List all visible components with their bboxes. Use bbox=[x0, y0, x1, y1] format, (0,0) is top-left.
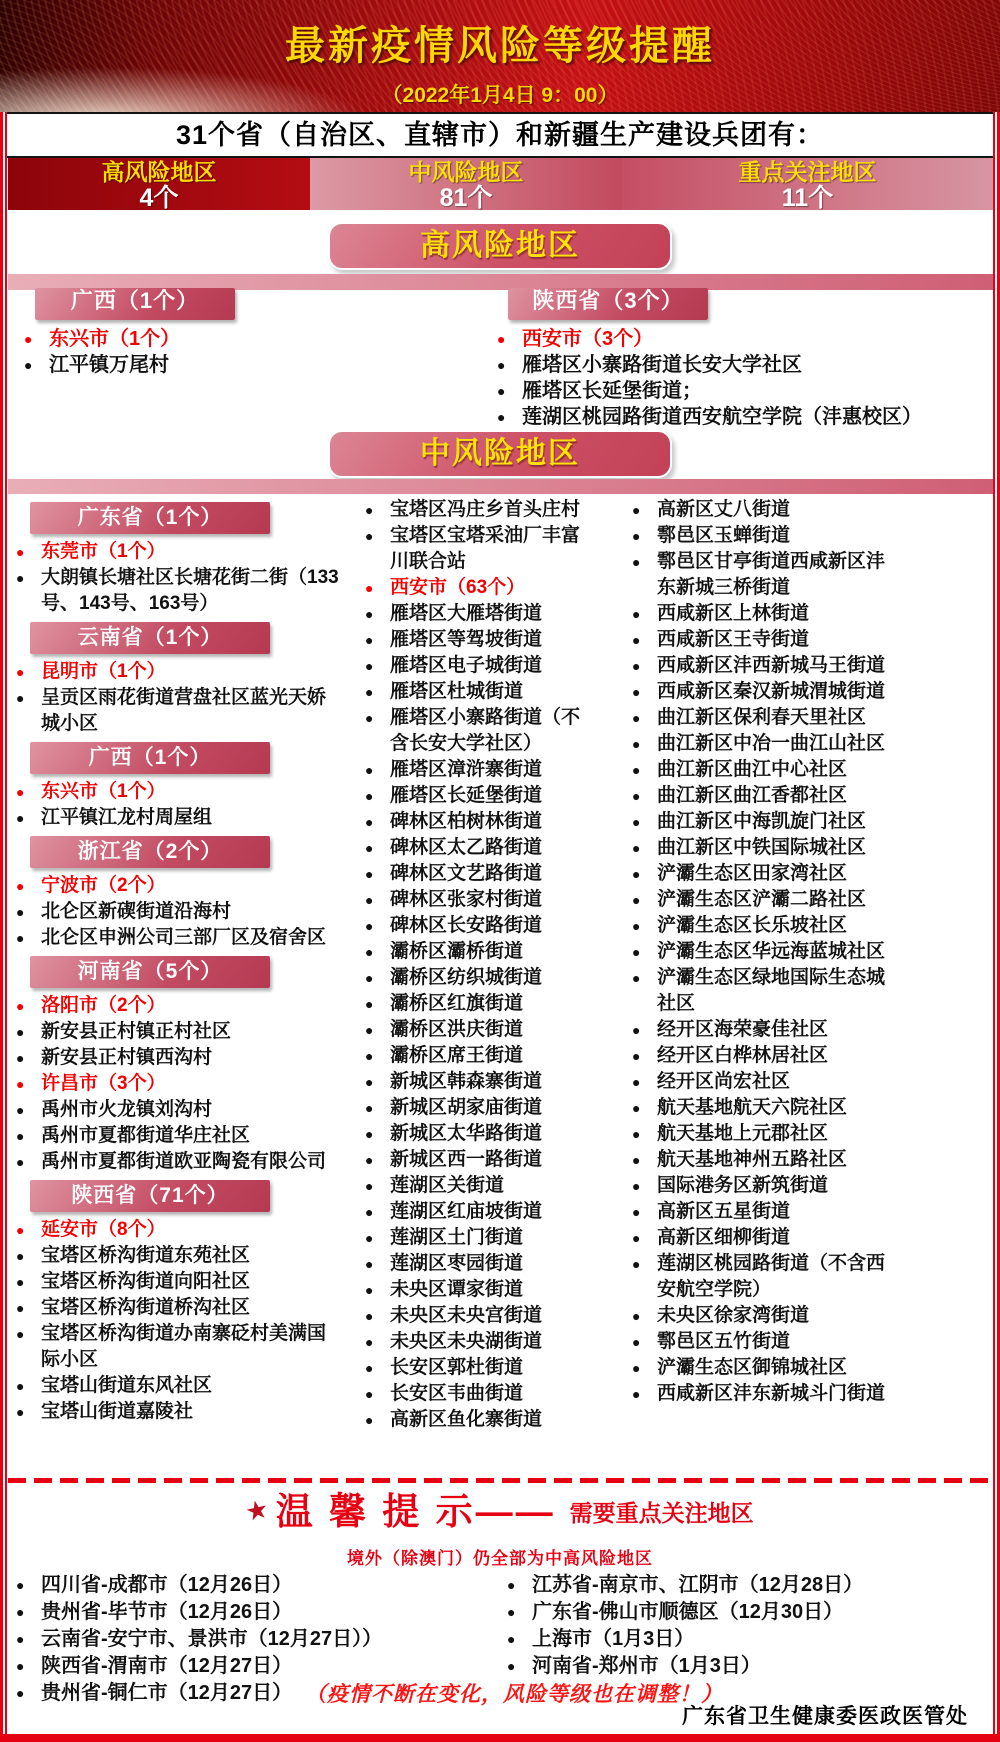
notice-title-suffix: 需要重点关注地区 bbox=[569, 1500, 754, 1526]
notice-warning-note: （疫情不断在变化，风险等级也在调整！） bbox=[305, 1681, 723, 1706]
stat-key-focus bbox=[622, 158, 993, 210]
list-item: ● 雁塔区长延堡街道 bbox=[363, 783, 598, 809]
list-item: ● 灞桥区纺织城街道 bbox=[363, 965, 598, 991]
bullet-icon: ● bbox=[365, 762, 374, 778]
list-item: ● 灞桥区红旗街道 bbox=[363, 991, 598, 1017]
list-item: ● 浐灞生态区浐灞二路社区 bbox=[630, 887, 892, 913]
list-item: ● 曲江新区曲江香都社区 bbox=[630, 783, 892, 809]
divider-band bbox=[8, 479, 993, 494]
bullet-icon: ● bbox=[365, 1126, 374, 1142]
bullet-icon: ● bbox=[16, 1300, 25, 1316]
list-item: ● 宝塔区桥沟街道办南寨砭村美满国际小区 bbox=[16, 1323, 327, 1370]
list-item: ● 新城区太华路街道 bbox=[363, 1121, 598, 1147]
list-item: ● 上海市（1月3日） bbox=[507, 1628, 695, 1650]
bullet-icon: ● bbox=[16, 1102, 25, 1118]
intro-band bbox=[0, 112, 1000, 158]
bullet-icon: ● bbox=[632, 1230, 641, 1246]
bullet-icon: ● bbox=[365, 606, 374, 622]
list-item: ● 呈贡区雨花街道营盘社区蓝光天娇城小区 bbox=[16, 687, 327, 734]
bullet-icon: ● bbox=[497, 383, 506, 399]
bullet-icon: ● bbox=[632, 632, 641, 648]
list-item: ● 雁塔区杜城街道 bbox=[363, 679, 598, 705]
bullet-icon: ● bbox=[16, 1024, 25, 1040]
bullet-icon: ● bbox=[365, 1334, 374, 1350]
list-item: ● 雁塔区小寨路街道长安大学社区 bbox=[497, 354, 802, 376]
list-item: ● 洛阳市（2个） bbox=[14, 993, 344, 1019]
list-item: ● 莲湖区土门街道 bbox=[363, 1225, 598, 1251]
bullet-icon: ● bbox=[632, 814, 641, 830]
bullet-icon: ● bbox=[365, 710, 374, 726]
bullet-icon: ● bbox=[365, 814, 374, 830]
stat-count: 81个 bbox=[439, 184, 493, 212]
list-item: ● 西咸新区沣东新城斗门街道 bbox=[630, 1381, 892, 1407]
bullet-icon: ● bbox=[16, 1128, 25, 1144]
bullet-icon: ● bbox=[16, 904, 25, 920]
list-item: ● 航天基地航天六院社区 bbox=[630, 1095, 892, 1121]
list-item: ● 国际港务区新筑街道 bbox=[630, 1173, 892, 1199]
list-item: ● 浐灞生态区御锦城社区 bbox=[630, 1355, 892, 1381]
bullet-icon: ● bbox=[507, 1631, 516, 1647]
bullet-icon: ● bbox=[632, 1022, 641, 1038]
section-badge-high-risk: 高风险地区 bbox=[328, 222, 672, 270]
bullet-icon: ● bbox=[365, 996, 374, 1012]
list-item: ● 莲湖区桃园路街道西安航空学院（沣惠校区） bbox=[497, 406, 922, 428]
list-item: ● 碑林区长安路街道 bbox=[363, 913, 598, 939]
list-item: ● 贵州省-铜仁市（12月27日） bbox=[16, 1682, 293, 1704]
list-item: 陕西省（3个） bbox=[508, 288, 708, 320]
bullet-icon: ● bbox=[632, 528, 641, 544]
bullet-icon: ● bbox=[632, 1178, 641, 1194]
list-item: ● 航天基地上元郡社区 bbox=[630, 1121, 892, 1147]
list-item: ● 河南省-郑州市（1月3日） bbox=[507, 1655, 761, 1677]
bullet-icon: ● bbox=[507, 1658, 516, 1674]
list-item: ● 鄠邑区甘亭街道西咸新区沣东新城三桥街道 bbox=[632, 551, 886, 598]
bullet-icon: ● bbox=[632, 944, 641, 960]
bullet-icon: ● bbox=[632, 1100, 641, 1116]
list-item: ● 西咸新区秦汉新城渭城街道 bbox=[630, 679, 892, 705]
list-item: ● 经开区尚宏社区 bbox=[630, 1069, 892, 1095]
left-frame-border bbox=[0, 112, 8, 1742]
bullet-icon: ● bbox=[16, 1050, 25, 1066]
list-item: ● 浐灞生态区长乐坡社区 bbox=[630, 913, 892, 939]
list-item: ● 灞桥区灞桥街道 bbox=[363, 939, 598, 965]
high-risk-left-list bbox=[22, 288, 322, 378]
bullet-icon: ● bbox=[16, 878, 25, 894]
list-item: ● 新安县正村镇正村社区 bbox=[14, 1019, 344, 1045]
list-item: ● 宝塔区冯庄乡首头庄村 bbox=[363, 497, 598, 523]
list-item: ● 莲湖区红庙坡街道 bbox=[363, 1199, 598, 1225]
list-item: ● 新安县正村镇西沟村 bbox=[14, 1045, 344, 1071]
bullet-icon: ● bbox=[365, 580, 374, 596]
bullet-icon: ● bbox=[365, 1256, 374, 1272]
stat-high-risk bbox=[8, 158, 310, 210]
list-item: ● 鄠邑区玉蝉街道 bbox=[630, 523, 892, 549]
bullet-icon: ● bbox=[16, 690, 25, 706]
list-item: ● 新城区韩森寨街道 bbox=[363, 1069, 598, 1095]
list-item: ● 江平镇万尾村 bbox=[24, 354, 169, 376]
bullet-icon: ● bbox=[632, 1126, 641, 1142]
bullet-icon: ● bbox=[16, 570, 25, 586]
list-item: ● 大朗镇长塘社区长塘花街二街（133号、143号、163号） bbox=[16, 567, 339, 614]
list-item: ● 高新区五星街道 bbox=[630, 1199, 892, 1225]
bullet-icon: ● bbox=[365, 632, 374, 648]
list-item: ● 延安市（8个） bbox=[14, 1217, 344, 1243]
list-item: 浙江省（2个） bbox=[30, 836, 270, 868]
list-item: ● 新城区胡家庙街道 bbox=[363, 1095, 598, 1121]
list-item: ● 高新区丈八街道 bbox=[630, 497, 892, 523]
bullet-icon: ● bbox=[16, 1076, 25, 1092]
bullet-icon: ● bbox=[16, 810, 25, 826]
bullet-icon: ● bbox=[365, 1412, 374, 1428]
list-item: ● 西安市（3个） bbox=[497, 328, 654, 350]
list-item: ● 宝塔区桥沟街道桥沟社区 bbox=[14, 1295, 344, 1321]
list-item: ● 禹州市夏都街道欧亚陶瓷有限公司 bbox=[14, 1149, 344, 1175]
list-item: ● 广东省-佛山市顺德区（12月30日） bbox=[507, 1601, 844, 1623]
bullet-icon: ● bbox=[632, 840, 641, 856]
notice-title bbox=[0, 1490, 1000, 1534]
bullet-icon: ● bbox=[24, 357, 33, 373]
list-item: ● 长安区韦曲街道 bbox=[363, 1381, 598, 1407]
bullet-icon: ● bbox=[365, 970, 374, 986]
list-item: 广东省（1个） bbox=[30, 502, 270, 534]
list-item: ● 未央区未央湖街道 bbox=[363, 1329, 598, 1355]
bullet-icon: ● bbox=[16, 1222, 25, 1238]
stat-label: 中风险地区 bbox=[408, 159, 524, 185]
bullet-icon: ● bbox=[365, 528, 374, 544]
bullet-icon: ● bbox=[365, 1282, 374, 1298]
list-item: ● 航天基地神州五路社区 bbox=[630, 1147, 892, 1173]
bullet-icon: ● bbox=[632, 1308, 641, 1324]
bullet-icon: ● bbox=[365, 788, 374, 804]
list-item: 广西（1个） bbox=[30, 742, 270, 774]
list-item: ● 东兴市（1个） bbox=[24, 328, 181, 350]
bullet-icon: ● bbox=[365, 1386, 374, 1402]
list-item: ● 未央区未央宫街道 bbox=[363, 1303, 598, 1329]
list-item: ● 宝塔山街道东风社区 bbox=[14, 1373, 344, 1399]
bullet-icon: ● bbox=[632, 658, 641, 674]
list-item: ● 宝塔区宝塔采油厂丰富川联合站 bbox=[365, 525, 581, 572]
bullet-icon: ● bbox=[16, 1685, 25, 1701]
bullet-icon: ● bbox=[16, 1658, 25, 1674]
bullet-icon: ● bbox=[632, 1360, 641, 1376]
bullet-icon: ● bbox=[365, 892, 374, 908]
list-item: 陕西省（71个） bbox=[30, 1180, 270, 1212]
list-item: ● 西安市（63个） bbox=[363, 575, 598, 601]
bullet-icon: ● bbox=[632, 762, 641, 778]
bullet-icon: ● bbox=[16, 1154, 25, 1170]
bullet-icon: ● bbox=[16, 1378, 25, 1394]
intro-text: 31个省（自治区、直辖市）和新疆生产建设兵团有： bbox=[175, 120, 825, 150]
list-item: ● 雁塔区电子城街道 bbox=[363, 653, 598, 679]
bullet-icon: ● bbox=[365, 1048, 374, 1064]
list-item: ● 昆明市（1个） bbox=[14, 659, 344, 685]
bullet-icon: ● bbox=[497, 357, 506, 373]
stat-medium-risk bbox=[310, 158, 622, 210]
high-risk-right-list bbox=[495, 288, 987, 430]
bullet-icon: ● bbox=[365, 1074, 374, 1090]
list-item: ● 浐灞生态区华远海蓝城社区 bbox=[630, 939, 892, 965]
bullet-icon: ● bbox=[632, 684, 641, 700]
bullet-icon: ● bbox=[24, 331, 33, 347]
list-item: ● 经开区白桦林居社区 bbox=[630, 1043, 892, 1069]
bullet-icon: ● bbox=[632, 918, 641, 934]
bullet-icon: ● bbox=[365, 840, 374, 856]
stat-label: 高风险地区 bbox=[101, 159, 217, 185]
list-item: ● 云南省-安宁市、景洪市（12月27日）） bbox=[16, 1628, 383, 1650]
bullet-icon: ● bbox=[16, 1326, 25, 1342]
list-item: ● 宝塔区桥沟街道东苑社区 bbox=[14, 1243, 344, 1269]
list-item: ● 未央区谭家街道 bbox=[363, 1277, 598, 1303]
bullet-icon: ● bbox=[632, 1256, 641, 1272]
list-item: ● 碑林区太乙路街道 bbox=[363, 835, 598, 861]
medium-risk-column-3 bbox=[630, 497, 892, 1407]
list-item: ● 经开区海荣豪佳社区 bbox=[630, 1017, 892, 1043]
list-item: ● 灞桥区席王街道 bbox=[363, 1043, 598, 1069]
bullet-icon: ● bbox=[365, 944, 374, 960]
header-banner bbox=[0, 0, 1000, 112]
list-item: 广西（1个） bbox=[35, 288, 235, 320]
list-item: ● 禹州市火龙镇刘沟村 bbox=[14, 1097, 344, 1123]
notice-right-list bbox=[505, 1572, 985, 1680]
bullet-icon: ● bbox=[632, 1048, 641, 1064]
list-item: ● 浐灞生态区田家湾社区 bbox=[630, 861, 892, 887]
bullet-icon: ● bbox=[365, 502, 374, 518]
bullet-icon: ● bbox=[632, 554, 641, 570]
bullet-icon: ● bbox=[16, 1577, 25, 1593]
list-item: ● 曲江新区保利春天里社区 bbox=[630, 705, 892, 731]
bullet-icon: ● bbox=[632, 788, 641, 804]
list-item: ● 许昌市（3个） bbox=[14, 1071, 344, 1097]
bullet-icon: ● bbox=[632, 892, 641, 908]
bullet-icon: ● bbox=[632, 1152, 641, 1168]
list-item: ● 高新区细柳街道 bbox=[630, 1225, 892, 1251]
list-item: ● 鄠邑区五竹街道 bbox=[630, 1329, 892, 1355]
list-item: ● 曲江新区中海凯旋门社区 bbox=[630, 809, 892, 835]
list-item: ● 北仑区申洲公司三部厂区及宿舍区 bbox=[14, 925, 344, 951]
bottom-frame-border bbox=[0, 1734, 1000, 1742]
stat-count: 11个 bbox=[781, 184, 834, 212]
bullet-icon: ● bbox=[632, 606, 641, 622]
list-item: ● 高新区鱼化寨街道 bbox=[363, 1407, 598, 1433]
list-item: ● 雁塔区长延堡街道； bbox=[497, 380, 702, 402]
list-item: ● 西咸新区沣西新城马王街道 bbox=[630, 653, 892, 679]
notice-subtitle: 境外（除澳门）仍全部为中高风险地区 bbox=[347, 1549, 653, 1568]
issuer-signature: 广东省卫生健康委医政医管处 bbox=[682, 1705, 968, 1728]
section-badge-medium-risk: 中风险地区 bbox=[328, 430, 672, 478]
list-item: ● 江苏省-南京市、江阴市（12月28日） bbox=[507, 1574, 864, 1596]
list-item: ● 陕西省-渭南市（12月27日） bbox=[16, 1655, 293, 1677]
list-item: ● 雁塔区等驾坡街道 bbox=[363, 627, 598, 653]
bullet-icon: ● bbox=[365, 658, 374, 674]
list-item: ● 宝塔区桥沟街道向阳社区 bbox=[14, 1269, 344, 1295]
list-item: ● 禹州市夏都街道华庄社区 bbox=[14, 1123, 344, 1149]
list-item: ● 宝塔山街道嘉陵社 bbox=[14, 1399, 344, 1425]
bullet-icon: ● bbox=[632, 1386, 641, 1402]
bullet-icon: ● bbox=[365, 918, 374, 934]
bullet-icon: ● bbox=[632, 1204, 641, 1220]
list-item: 河南省（5个） bbox=[30, 956, 270, 988]
bullet-icon: ● bbox=[365, 1204, 374, 1220]
list-item: ● 雁塔区小寨路街道（不含长安大学社区） bbox=[365, 707, 581, 754]
list-item: ● 碑林区柏树林街道 bbox=[363, 809, 598, 835]
bullet-icon: ● bbox=[16, 1404, 25, 1420]
bullet-icon: ● bbox=[16, 664, 25, 680]
list-item: ● 曲江新区曲江中心社区 bbox=[630, 757, 892, 783]
bullet-icon: ● bbox=[632, 970, 641, 986]
bullet-icon: ● bbox=[16, 998, 25, 1014]
bullet-icon: ● bbox=[16, 784, 25, 800]
list-item: ● 东莞市（1个） bbox=[14, 539, 344, 565]
list-item: ● 西咸新区王寺街道 bbox=[630, 627, 892, 653]
list-item: ● 贵州省-毕节市（12月26日） bbox=[16, 1601, 293, 1623]
list-item: ● 宁波市（2个） bbox=[14, 873, 344, 899]
list-item: ● 东兴市（1个） bbox=[14, 779, 344, 805]
list-item: ● 莲湖区桃园路街道（不含西安航空学院） bbox=[632, 1253, 886, 1300]
bullet-icon: ● bbox=[507, 1604, 516, 1620]
list-item: ● 碑林区文艺路街道 bbox=[363, 861, 598, 887]
bullet-icon: ● bbox=[365, 1360, 374, 1376]
right-frame-border bbox=[992, 112, 1000, 1742]
bullet-icon: ● bbox=[16, 1248, 25, 1264]
bullet-icon: ● bbox=[365, 684, 374, 700]
list-item: ● 四川省-成都市（12月26日） bbox=[16, 1574, 293, 1596]
list-item: ● 雁塔区大雁塔街道 bbox=[363, 601, 598, 627]
bullet-icon: ● bbox=[365, 1230, 374, 1246]
bullet-icon: ● bbox=[632, 1074, 641, 1090]
list-item: ● 浐灞生态区绿地国际生态城社区 bbox=[632, 967, 886, 1014]
bullet-icon: ● bbox=[632, 866, 641, 882]
bullet-icon: ● bbox=[365, 1178, 374, 1194]
list-item: ● 灞桥区洪庆街道 bbox=[363, 1017, 598, 1043]
poster-title: 最新疫情风险等级提醒 bbox=[285, 24, 715, 68]
stat-count: 4个 bbox=[139, 184, 179, 212]
notice-title-main: 温 馨 提 示—— bbox=[275, 1491, 556, 1532]
bullet-icon: ● bbox=[497, 331, 506, 347]
list-item: ● 莲湖区关街道 bbox=[363, 1173, 598, 1199]
bullet-icon: ● bbox=[16, 1604, 25, 1620]
bullet-icon: ● bbox=[365, 1100, 374, 1116]
bullet-icon: ● bbox=[365, 866, 374, 882]
bullet-icon: ● bbox=[497, 409, 506, 425]
bullet-icon: ● bbox=[365, 1022, 374, 1038]
list-item: ● 江平镇江龙村周屋组 bbox=[14, 805, 344, 831]
stat-label: 重点关注地区 bbox=[738, 159, 877, 185]
bullet-icon: ● bbox=[16, 544, 25, 560]
star-icon: ★ bbox=[242, 1493, 272, 1528]
list-item: 云南省（1个） bbox=[30, 622, 270, 654]
bullet-icon: ● bbox=[632, 1334, 641, 1350]
list-item: ● 曲江新区中冶一曲江山社区 bbox=[630, 731, 892, 757]
bullet-icon: ● bbox=[16, 1631, 25, 1647]
list-item: ● 莲湖区枣园街道 bbox=[363, 1251, 598, 1277]
bullet-icon: ● bbox=[365, 1308, 374, 1324]
bullet-icon: ● bbox=[632, 710, 641, 726]
list-item: ● 新城区西一路街道 bbox=[363, 1147, 598, 1173]
list-item: ● 北仑区新碶街道沿海村 bbox=[14, 899, 344, 925]
list-item: ● 西咸新区上林街道 bbox=[630, 601, 892, 627]
list-item: ● 雁塔区漳浒寨街道 bbox=[363, 757, 598, 783]
list-item: ● 碑林区张家村街道 bbox=[363, 887, 598, 913]
bullet-icon: ● bbox=[632, 502, 641, 518]
bullet-icon: ● bbox=[16, 1274, 25, 1290]
medium-risk-column-1 bbox=[14, 497, 344, 1425]
list-item: ● 未央区徐家湾街道 bbox=[630, 1303, 892, 1329]
bullet-icon: ● bbox=[507, 1577, 516, 1593]
bullet-icon: ● bbox=[365, 1152, 374, 1168]
dashed-divider bbox=[8, 1478, 993, 1483]
bullet-icon: ● bbox=[632, 736, 641, 752]
list-item: ● 长安区郭杜街道 bbox=[363, 1355, 598, 1381]
list-item: ● 曲江新区中铁国际城社区 bbox=[630, 835, 892, 861]
poster-datetime: （2022年1月4日 9：00） bbox=[381, 84, 619, 107]
bullet-icon: ● bbox=[16, 930, 25, 946]
medium-risk-column-2 bbox=[363, 497, 598, 1433]
